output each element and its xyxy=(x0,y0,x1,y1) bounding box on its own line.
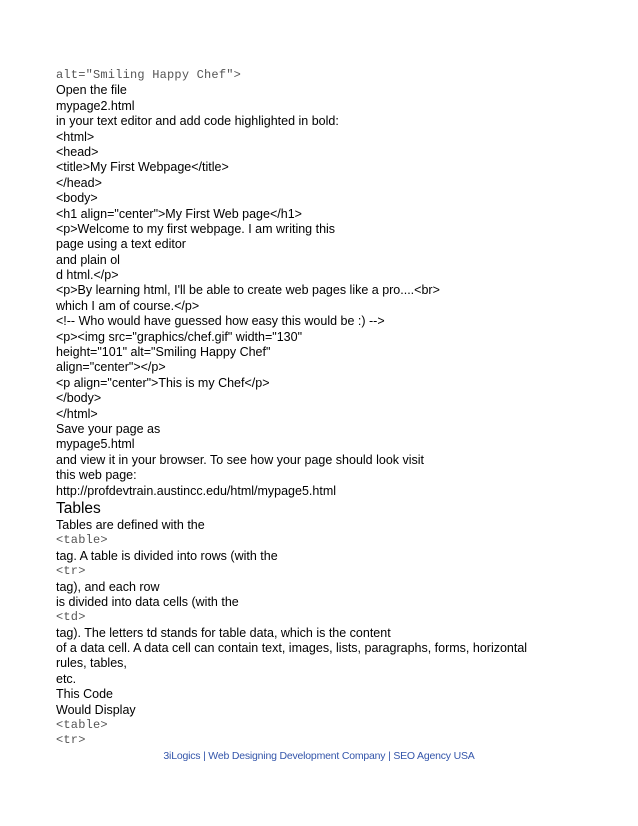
text-line: and plain ol xyxy=(56,252,120,267)
text-line: http://profdevtrain.austincc.edu/html/mypage5.html xyxy=(56,483,337,498)
code-line: <table> xyxy=(56,718,108,733)
code-line: alt="Smiling Happy Chef"> xyxy=(56,68,242,82)
text-line: mypage2.html xyxy=(56,98,135,113)
text-line: </head> xyxy=(56,175,102,190)
text-line: Would Display xyxy=(56,702,136,717)
text-line: height="101" alt="Smiling Happy Chef" xyxy=(56,345,271,360)
text-line: which I am of course.</p> xyxy=(56,298,200,313)
text-line: mypage5.html xyxy=(56,437,135,452)
text-line: and view it in your browser. To see how your page should look visit xyxy=(56,452,425,467)
text-line: d html.</p> xyxy=(56,268,119,283)
text-line: <p><img src="graphics/chef.gif" width="130" xyxy=(56,329,303,344)
code-line: <table> xyxy=(56,533,108,548)
text-line: Open the file xyxy=(56,83,127,98)
text-line: <p>By learning html, I'll be able to create web pages like a pro....<br> xyxy=(56,283,440,298)
text-line: this web page: xyxy=(56,468,137,483)
code-line: <tr> xyxy=(56,564,86,579)
text-line: tag. A table is divided into rows (with the xyxy=(56,548,278,563)
text-line: tag). The letters td stands for table data, which is the content xyxy=(56,625,391,640)
code-line: <tr> xyxy=(56,733,86,748)
text-line: This Code xyxy=(56,687,113,702)
text-line: </body> xyxy=(56,391,102,406)
text-line: <p align="center">This is my Chef</p> xyxy=(56,375,270,390)
page-footer: 3iLogics | Web Designing Development Company | SEO Agency USA xyxy=(163,750,475,762)
text-line: Save your page as xyxy=(56,421,161,436)
text-line: align="center"></p> xyxy=(56,360,166,375)
text-line: is divided into data cells (with the xyxy=(56,594,239,609)
text-line: <p>Welcome to my first webpage. I am writing this xyxy=(56,221,336,236)
text-line: <h1 align="center">My First Web page</h1> xyxy=(56,206,302,221)
text-line: rules, tables, xyxy=(56,656,127,671)
text-line: <html> xyxy=(56,129,95,144)
code-line: <td> xyxy=(56,610,86,625)
text-line: Tables are defined with the xyxy=(56,517,205,532)
text-line: <title>My First Webpage</title> xyxy=(56,160,229,175)
text-line: <!-- Who would have guessed how easy this would be :) --> xyxy=(56,314,385,329)
text-line: </html> xyxy=(56,406,98,421)
text-line: page using a text editor xyxy=(56,237,186,252)
text-line: in your text editor and add code highlighted in bold: xyxy=(56,114,339,129)
text-line: tag), and each row xyxy=(56,579,160,594)
document-body xyxy=(56,68,616,749)
text-line: <body> xyxy=(56,191,98,206)
section-heading: Tables xyxy=(56,499,101,517)
text-line: etc. xyxy=(56,671,77,686)
text-line: of a data cell. A data cell can contain text, images, lists, paragraphs, forms, horizontal xyxy=(56,641,528,656)
text-line: <head> xyxy=(56,144,99,159)
